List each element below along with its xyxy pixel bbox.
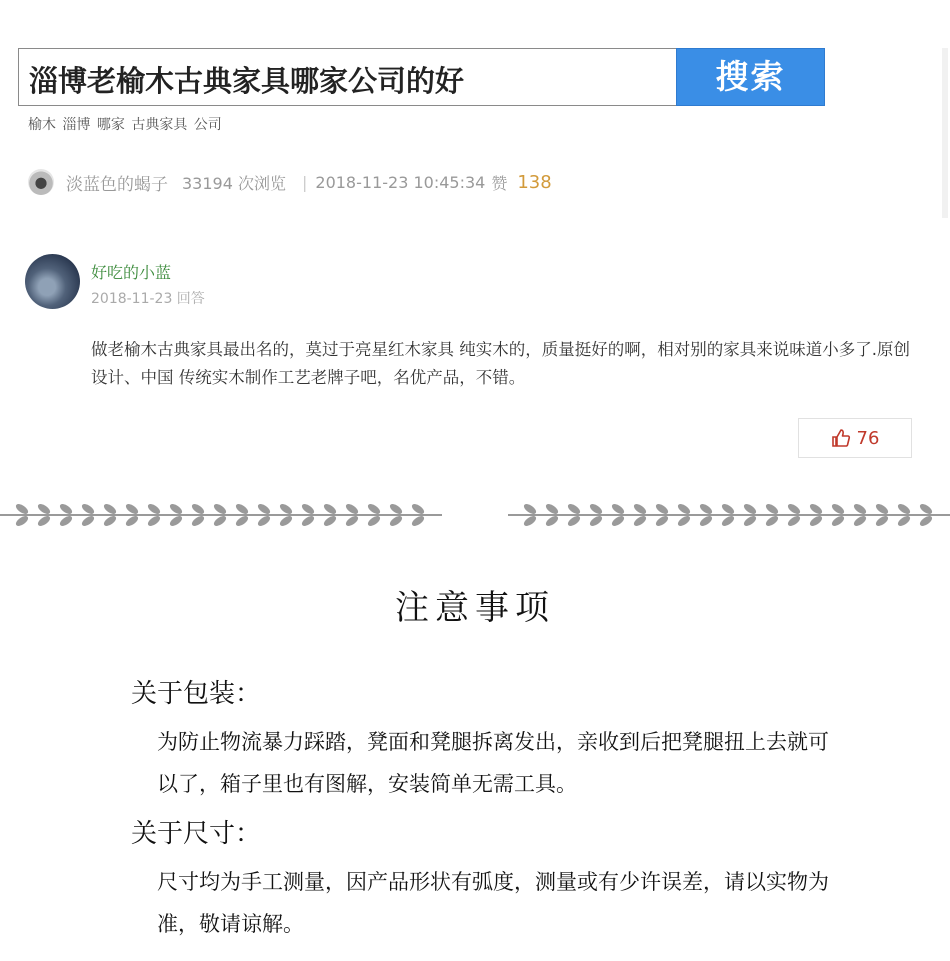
- answer-date: 2018-11-23 回答: [91, 291, 205, 307]
- answer-like-count: 76: [856, 427, 880, 449]
- leaf-shape: [566, 502, 581, 516]
- leaf-shape: [896, 502, 911, 516]
- leaf-shape: [124, 514, 139, 528]
- leaf-shape: [676, 514, 691, 528]
- leaf-shape: [544, 514, 559, 528]
- leaf-shape: [256, 502, 271, 516]
- leaf-shape: [190, 502, 205, 516]
- leaf-shape: [212, 502, 227, 516]
- leaf-shape: [300, 502, 315, 516]
- question-meta: [28, 168, 552, 196]
- leaf-shape: [852, 514, 867, 528]
- leaf-shape: [830, 514, 845, 528]
- leaf-shape: [168, 502, 183, 516]
- leaf-branch-icon: [508, 500, 950, 530]
- leaf-shape: [80, 502, 95, 516]
- leaf-shape: [190, 514, 205, 528]
- packaging-heading: 关于包装：: [131, 679, 262, 709]
- leaf-shape: [146, 502, 161, 516]
- leaf-shape: [786, 514, 801, 528]
- search-input[interactable]: [18, 48, 676, 106]
- leaf-shape: [874, 502, 889, 516]
- leaf-shape: [124, 502, 139, 516]
- leaf-shape: [632, 514, 647, 528]
- packaging-text: 为防止物流暴力踩踏，凳面和凳腿拆离发出，亲收到后把凳腿扭上去就可以了，箱子里也有图解，安装简单无需工具。: [157, 730, 829, 796]
- leaf-shape: [36, 514, 51, 528]
- leaf-shape: [742, 514, 757, 528]
- leaf-shape: [610, 502, 625, 516]
- leaf-shape: [918, 514, 933, 528]
- leaf-shape: [322, 502, 337, 516]
- leaf-shape: [322, 514, 337, 528]
- leaf-shape: [278, 502, 293, 516]
- leaf-shape: [102, 502, 117, 516]
- answer-like-button[interactable]: [798, 418, 912, 458]
- leaf-shape: [588, 502, 603, 516]
- leaf-shape: [146, 514, 161, 528]
- leaf-shape: [698, 514, 713, 528]
- question-tags[interactable]: 榆木 淄博 哪家 古典家具 公司: [28, 117, 222, 133]
- answerer-name[interactable]: 好吃的小蓝: [91, 263, 172, 282]
- size-heading: 关于尺寸：: [131, 819, 262, 849]
- leaf-shape: [234, 514, 249, 528]
- leaf-branch-icon: [0, 500, 442, 530]
- leaf-shape: [654, 514, 669, 528]
- leaf-shape: [566, 514, 581, 528]
- leaf-shape: [786, 502, 801, 516]
- thumbs-up-icon: [831, 428, 851, 448]
- leaf-shape: [522, 514, 537, 528]
- leaf-shape: [522, 502, 537, 516]
- leaf-shape: [344, 502, 359, 516]
- leaf-shape: [808, 502, 823, 516]
- like-label: 赞: [491, 173, 508, 193]
- leaf-shape: [676, 502, 691, 516]
- leaf-shape: [256, 514, 271, 528]
- leaf-shape: [610, 514, 625, 528]
- leaf-shape: [58, 514, 73, 528]
- answerer-avatar[interactable]: [25, 254, 80, 309]
- leaf-shape: [896, 514, 911, 528]
- leaf-shape: [102, 514, 117, 528]
- leaf-shape: [366, 502, 381, 516]
- search-query-text: 淄博老榆木古典家具哪家公司的好: [29, 64, 465, 98]
- question-datetime: 2018-11-23 10:45:34: [315, 172, 486, 192]
- leaf-shape: [300, 514, 315, 528]
- meta-separator: |: [302, 172, 308, 192]
- leaf-shape: [366, 514, 381, 528]
- leaf-shape: [168, 514, 183, 528]
- leaf-shape: [544, 502, 559, 516]
- leaf-shape: [388, 514, 403, 528]
- leaf-shape: [14, 502, 29, 516]
- leaf-shape: [720, 514, 735, 528]
- leaf-shape: [874, 514, 889, 528]
- asker-name[interactable]: 淡蓝色的蝎子: [66, 174, 168, 195]
- leaf-shape: [80, 514, 95, 528]
- answer-body: 做老榆木古典家具最出名的，莫过于亮星红木家具 纯实木的，质量挺好的啊，相对别的家具来说味道小多了.原创设计、中国 传统实木制作工艺老牌子吧，名优产品，不错。: [91, 340, 910, 387]
- leaf-shape: [212, 514, 227, 528]
- leaf-shape: [14, 514, 29, 528]
- leaf-shape: [698, 502, 713, 516]
- leaf-shape: [830, 502, 845, 516]
- leaf-shape: [852, 502, 867, 516]
- leaf-shape: [918, 502, 933, 516]
- asker-avatar[interactable]: [28, 169, 54, 195]
- leaf-shape: [344, 514, 359, 528]
- view-count: 33194 次浏览: [182, 173, 286, 193]
- leaf-shape: [720, 502, 735, 516]
- leaf-shape: [588, 514, 603, 528]
- leaf-shape: [234, 502, 249, 516]
- scrollbar[interactable]: [942, 48, 948, 218]
- question-like-count: 138: [517, 171, 552, 193]
- leaf-shape: [632, 502, 647, 516]
- leaf-shape: [410, 514, 425, 528]
- leaf-shape: [764, 514, 779, 528]
- search-button[interactable]: 搜索: [676, 48, 825, 106]
- leaf-shape: [278, 514, 293, 528]
- size-text: 尺寸均为手工测量，因产品形状有弧度，测量或有少许误差，请以实物为准，敬请谅解。: [157, 870, 829, 936]
- leaf-shape: [764, 502, 779, 516]
- leaf-shape: [36, 502, 51, 516]
- leaf-shape: [742, 502, 757, 516]
- leaf-shape: [654, 502, 669, 516]
- leaf-shape: [58, 502, 73, 516]
- leaf-shape: [410, 502, 425, 516]
- leaf-shape: [388, 502, 403, 516]
- notice-title: 注意事项: [395, 588, 555, 628]
- leaf-shape: [808, 514, 823, 528]
